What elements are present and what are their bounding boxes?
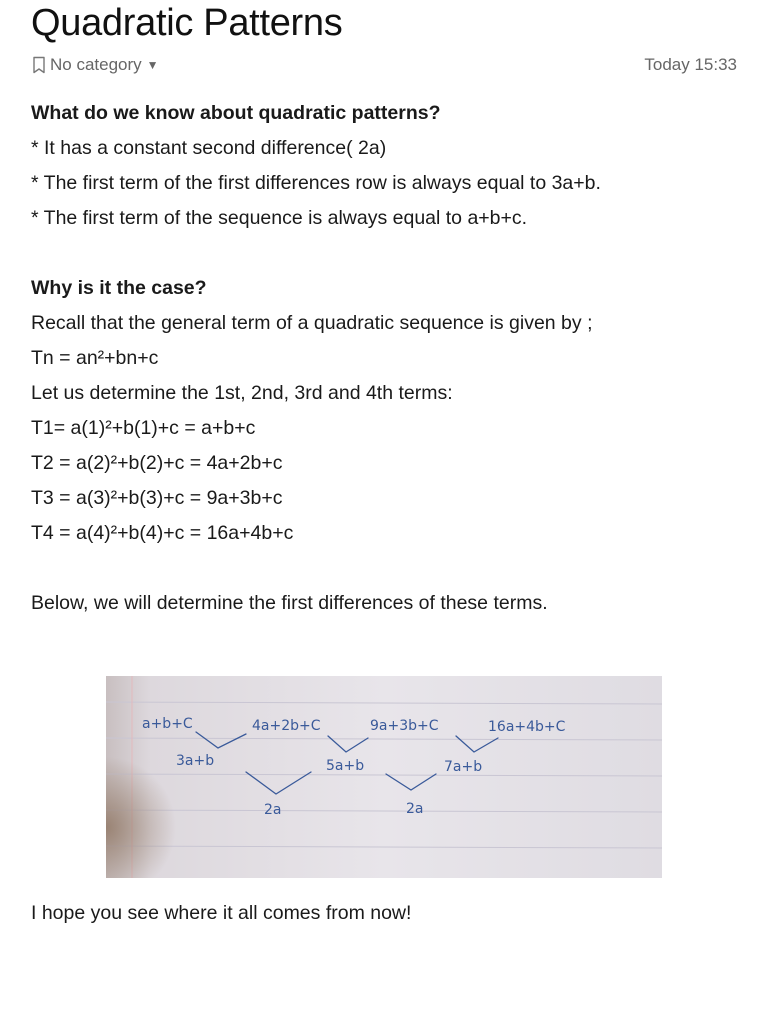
- heading-why: Why is it the case?: [31, 277, 207, 299]
- body-line: T2 = a(2)²+b(2)+c = 4a+2b+c: [31, 452, 283, 474]
- photo-first-difference: 5a+b: [326, 758, 365, 774]
- photo-first-difference: 3a+b: [176, 753, 215, 769]
- photo-first-difference: 7a+b: [444, 759, 483, 775]
- note-timestamp: Today 15:33: [644, 55, 737, 74]
- body-line: Tn = an²+bn+c: [31, 347, 159, 369]
- photo-term: 4a+2b+C: [252, 718, 321, 734]
- category-label: No category: [50, 55, 142, 74]
- bullet-line: * The first term of the first differences row is always equal to 3a+b.: [31, 172, 601, 194]
- photo-second-difference: 2a: [406, 801, 424, 817]
- bullet-line: * The first term of the sequence is always equal to a+b+c.: [31, 207, 528, 229]
- note-meta-row: [31, 53, 737, 77]
- heading-what-we-know: What do we know about quadratic patterns?: [31, 102, 441, 124]
- photo-canvas: [106, 676, 662, 878]
- caret-down-icon: ▼: [146, 58, 159, 72]
- handwritten-differences-photo[interactable]: [106, 676, 662, 878]
- note-body[interactable]: [31, 96, 737, 621]
- body-line: T3 = a(3)²+b(3)+c = 9a+3b+c: [31, 487, 283, 509]
- blank-line: [31, 236, 737, 271]
- photo-term: a+b+C: [142, 716, 193, 732]
- bookmark-icon: [31, 56, 47, 74]
- body-line: T1= a(1)²+b(1)+c = a+b+c: [31, 417, 256, 439]
- photo-second-difference: 2a: [264, 802, 282, 818]
- bullet-line: * It has a constant second difference( 2a): [31, 137, 387, 159]
- body-line: Recall that the general term of a quadratic sequence is given by ;: [31, 312, 593, 334]
- body-line: Let us determine the 1st, 2nd, 3rd and 4th terms:: [31, 382, 453, 404]
- category-selector[interactable]: [31, 55, 159, 75]
- body-line: Below, we will determine the first differences of these terms.: [31, 592, 548, 614]
- photo-term: 9a+3b+C: [370, 718, 439, 734]
- photo-term: 16a+4b+C: [488, 719, 566, 735]
- closing-line: I hope you see where it all comes from now!: [31, 902, 412, 924]
- body-line: T4 = a(4)²+b(4)+c = 16a+4b+c: [31, 522, 294, 544]
- note-title[interactable]: Quadratic Patterns: [31, 2, 343, 44]
- blank-line: [31, 551, 737, 586]
